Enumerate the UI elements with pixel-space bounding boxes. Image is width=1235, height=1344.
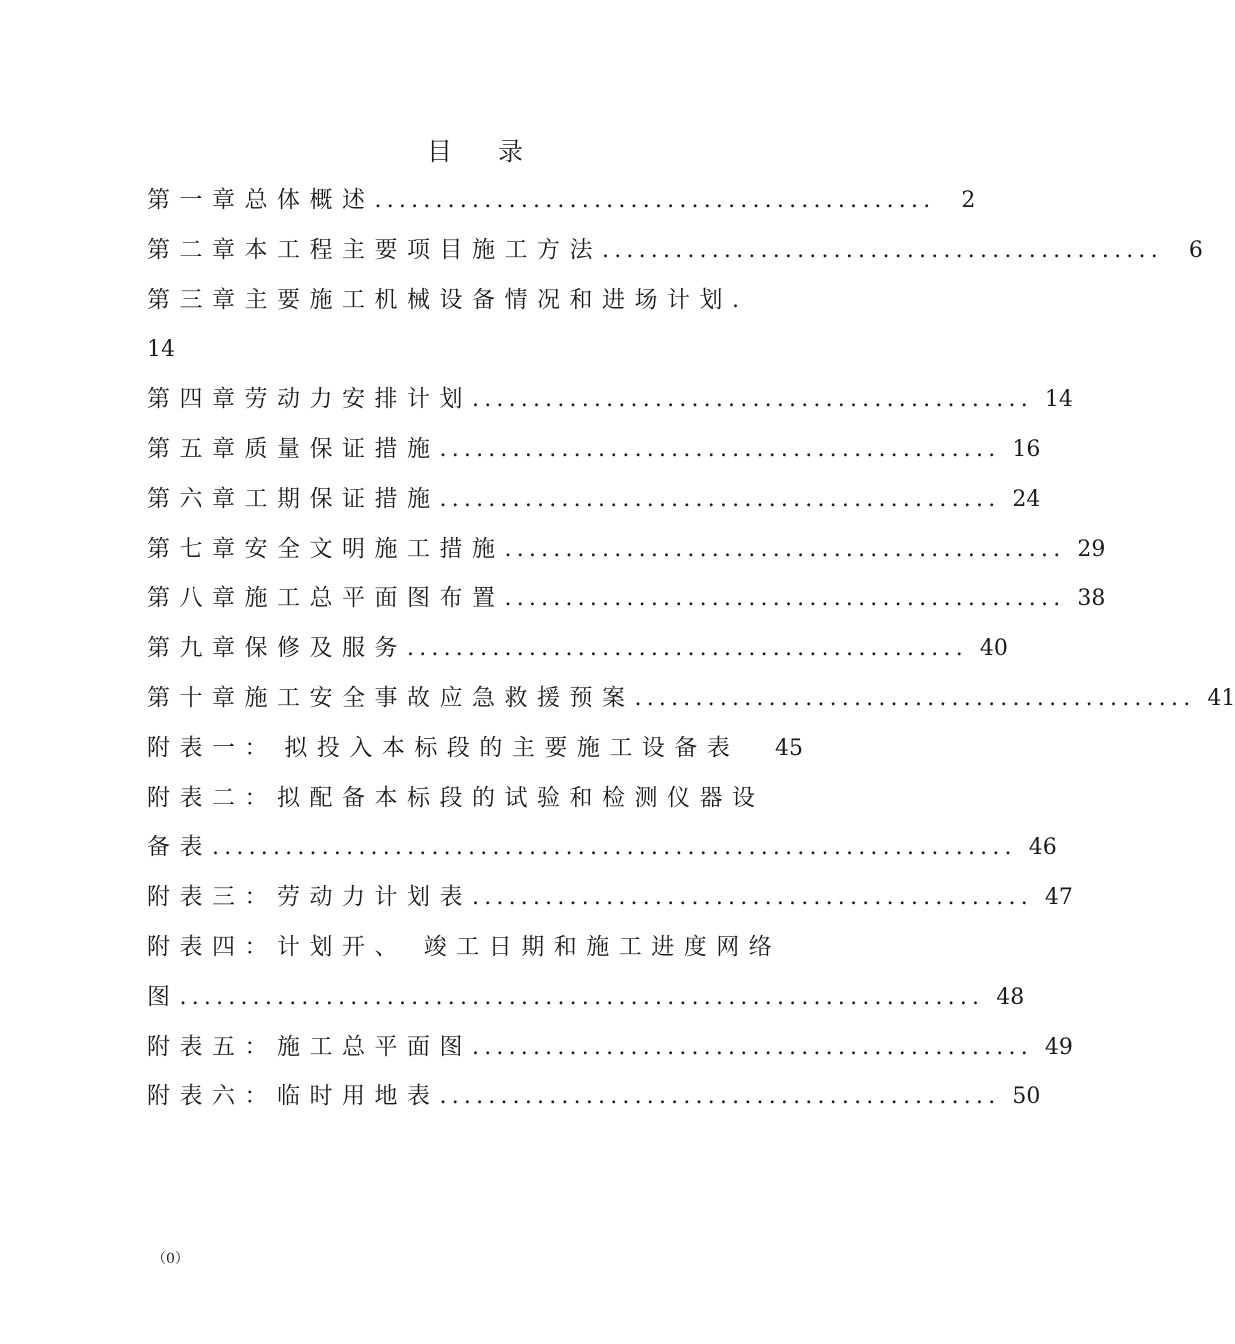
toc-entry-continuation [147, 973, 1025, 1023]
toc-entry-page: 40 [979, 636, 1008, 662]
toc-dot-leader: .............................................. [472, 387, 1033, 413]
toc-entry-text: 施工总平面图 [277, 1033, 472, 1060]
toc-entry [147, 774, 803, 824]
toc-dot-leader: .............................................. [439, 486, 1001, 512]
toc-entry-text: 劳动力计划表 [277, 884, 472, 911]
toc-entry-continuation [147, 325, 803, 375]
toc-entry-text: 主要施工机械设备情况和进场计划 [244, 286, 732, 313]
toc-entry-label: 第三章 [147, 286, 245, 313]
toc-entry-page: 14 [147, 337, 175, 363]
toc-entry-page: 50 [1012, 1084, 1041, 1110]
toc-entry-page: 48 [996, 984, 1025, 1010]
toc-dot-leader: .............................................. [602, 237, 1163, 263]
toc-dot-leader: .................................................................. [179, 984, 985, 1010]
toc-dot-leader: .................................................................. [212, 835, 1017, 861]
toc-entry [147, 873, 1073, 923]
toc-entry [147, 624, 1008, 674]
toc-entry-label: 第一章 [147, 187, 245, 213]
toc-entry-page: 49 [1044, 1034, 1073, 1060]
toc-entry [147, 674, 1235, 724]
toc-entry-page: 16 [1012, 436, 1041, 462]
toc-entry-page: 46 [1028, 835, 1057, 861]
toc-entry-page: 45 [775, 735, 803, 761]
table-of-contents [147, 176, 1235, 1122]
toc-entry-label: 附表三： [147, 884, 277, 911]
toc-entry-label: 附表一： [147, 734, 277, 761]
toc-entry-label: 第五章 [147, 435, 245, 462]
toc-entry-label: 附表五： [147, 1033, 277, 1060]
toc-dot-leader: .............................................. [504, 536, 1066, 562]
toc-entry-text: 施工总平面图布置 [244, 585, 505, 612]
toc-entry-label: 第四章 [147, 386, 245, 413]
toc-entry-page: 6 [1188, 237, 1203, 263]
toc-entry-text: 保修及服务 [244, 635, 407, 662]
toc-dot-leader: .............................................. [407, 636, 968, 662]
page-footer: （0） [152, 1251, 189, 1267]
toc-entry-text: 计划开、 竣工日期和施工进度网络 [277, 933, 782, 960]
toc-entry-page: 41 [1207, 685, 1235, 711]
toc-entry [147, 375, 1073, 425]
toc-entry-label: 附表四： [147, 933, 277, 960]
toc-entry-page: 2 [961, 188, 976, 213]
toc-entry-label: 第十章 [147, 684, 245, 711]
toc-entry-text-continued: 图 [147, 983, 180, 1010]
toc-entry [147, 276, 803, 326]
toc-entry [147, 226, 1203, 276]
toc-entry-text: 施工安全事故应急救援预案 [244, 684, 635, 711]
toc-entry [147, 475, 1041, 525]
toc-entry-label: 第七章 [147, 535, 245, 562]
toc-dot-leader: .............................................. [439, 1084, 1001, 1110]
toc-entry [147, 176, 976, 226]
toc-entry-text: 工期保证措施 [244, 485, 440, 512]
toc-dot-leader: .............................................. [504, 586, 1066, 612]
toc-entry-text: 临时用地表 [277, 1083, 440, 1110]
toc-entry-text: 劳动力安排计划 [244, 386, 472, 413]
toc-dot-leader: .............................................. [634, 685, 1196, 711]
toc-entry [147, 425, 1041, 475]
toc-entry-text: 本工程主要项目施工方法 [244, 236, 602, 263]
toc-entry-text: 拟投入本标段的主要施工设备表 [284, 734, 740, 761]
toc-entry-text: 安全文明施工措施 [244, 535, 505, 562]
toc-dot-leader: .............................................. [439, 436, 1001, 462]
toc-entry-continuation [147, 823, 1057, 873]
toc-entry [147, 1023, 1073, 1073]
toc-entry-page: 14 [1044, 387, 1073, 413]
toc-dot-leader: .............................................. [374, 188, 936, 213]
toc-entry [147, 724, 803, 774]
toc-dot-leader: .............................................. [472, 885, 1033, 911]
toc-entry-text: 质量保证措施 [244, 435, 440, 462]
toc-entry-label: 第九章 [147, 635, 245, 662]
toc-entry-label: 附表六： [147, 1083, 277, 1110]
toc-entry [147, 923, 803, 973]
toc-entry-label: 第八章 [147, 585, 245, 612]
toc-entry-page: 24 [1012, 486, 1041, 512]
toc-entry-label: 附表二： [147, 784, 277, 811]
toc-dot-leader: .............................................. [472, 1034, 1033, 1060]
toc-entry-text: 总体概述 [244, 187, 375, 213]
toc-entry-page: 38 [1077, 586, 1106, 612]
toc-entry [147, 525, 1106, 575]
toc-entry-label: 第六章 [147, 485, 245, 512]
toc-entry-page: 47 [1044, 885, 1073, 911]
toc-entry-text: 拟配备本标段的试验和检测仪器设 [277, 784, 765, 811]
toc-entry-text-continued: 备表 [147, 834, 212, 861]
toc-entry [147, 1072, 1041, 1122]
toc-entry-page: 29 [1077, 536, 1106, 562]
toc-entry-label: 第二章 [147, 236, 245, 263]
page-title: 目录 [426, 137, 569, 166]
toc-entry [147, 574, 1106, 624]
toc-dot-leader: . [732, 287, 745, 313]
